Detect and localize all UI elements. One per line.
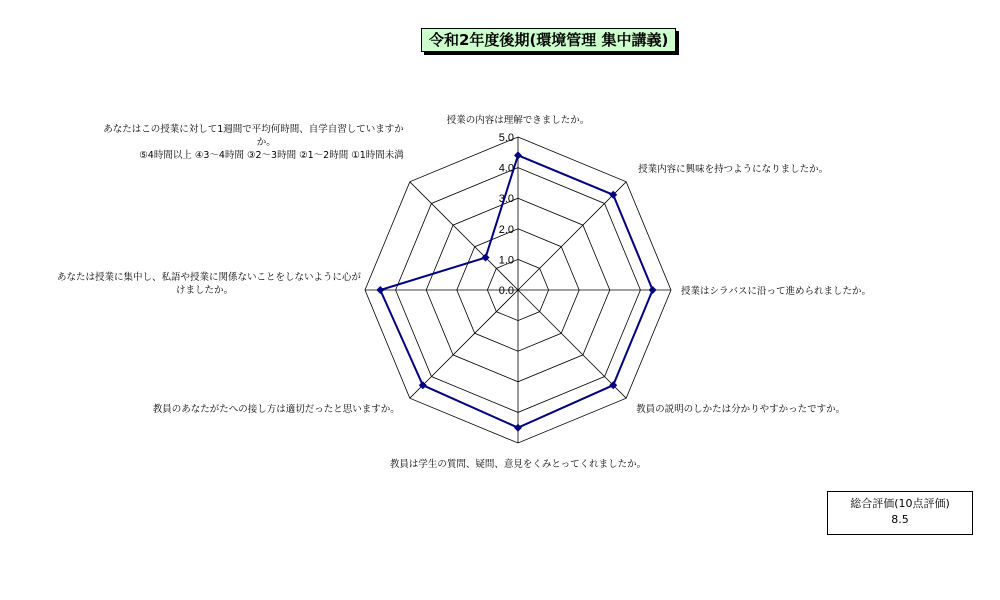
chart-title: 令和2年度後期(環境管理 集中講義) bbox=[421, 28, 676, 52]
overall-score-box bbox=[827, 491, 973, 535]
axis-label: あなたはこの授業に対して1週間で平均何時間、自学自習していますかか。 ⑤4時間以上 ④3～4時間 ③2～3時間 ②1～2時間 ①1時間未満 bbox=[103, 123, 404, 161]
radar-axis-labels bbox=[57, 114, 871, 470]
radar-grid bbox=[365, 137, 671, 443]
tick-label: 5.0 bbox=[498, 132, 514, 144]
data-point bbox=[514, 151, 522, 159]
tick-label: 1.0 bbox=[498, 254, 514, 267]
axis-label: 授業内容に興味を持つようになりましたか。 bbox=[638, 163, 829, 175]
data-point bbox=[649, 286, 657, 294]
data-point bbox=[376, 286, 384, 294]
axis-label: あなたは授業に集中し、私語や授業に関係ないことをしないように心がけましたか。 bbox=[56, 272, 361, 296]
tick-label: 4.0 bbox=[498, 162, 514, 175]
tick-label: 0.0 bbox=[498, 285, 514, 297]
overall-score-value: 8.5 bbox=[891, 513, 909, 526]
data-point bbox=[514, 424, 522, 432]
radar-tick-labels bbox=[499, 132, 514, 297]
overall-score-label: 総合評価(10点評価) bbox=[850, 497, 950, 510]
tick-label: 3.0 bbox=[498, 193, 514, 206]
tick-label: 2.0 bbox=[498, 223, 514, 236]
axis-label: 授業の内容は理解できましたか。 bbox=[446, 115, 590, 126]
axis-label: 教員の説明のしかたは分かりやすかったですか。 bbox=[636, 404, 846, 416]
axis-label: 教員は学生の質問、疑問、意見をくみとってくれましたか。 bbox=[389, 459, 647, 470]
axis-label: 授業はシラバスに沿って進められましたか。 bbox=[681, 286, 872, 297]
axis-label: 教員のあなたがたへの接し方は適切だったと思いますか。 bbox=[152, 404, 400, 416]
